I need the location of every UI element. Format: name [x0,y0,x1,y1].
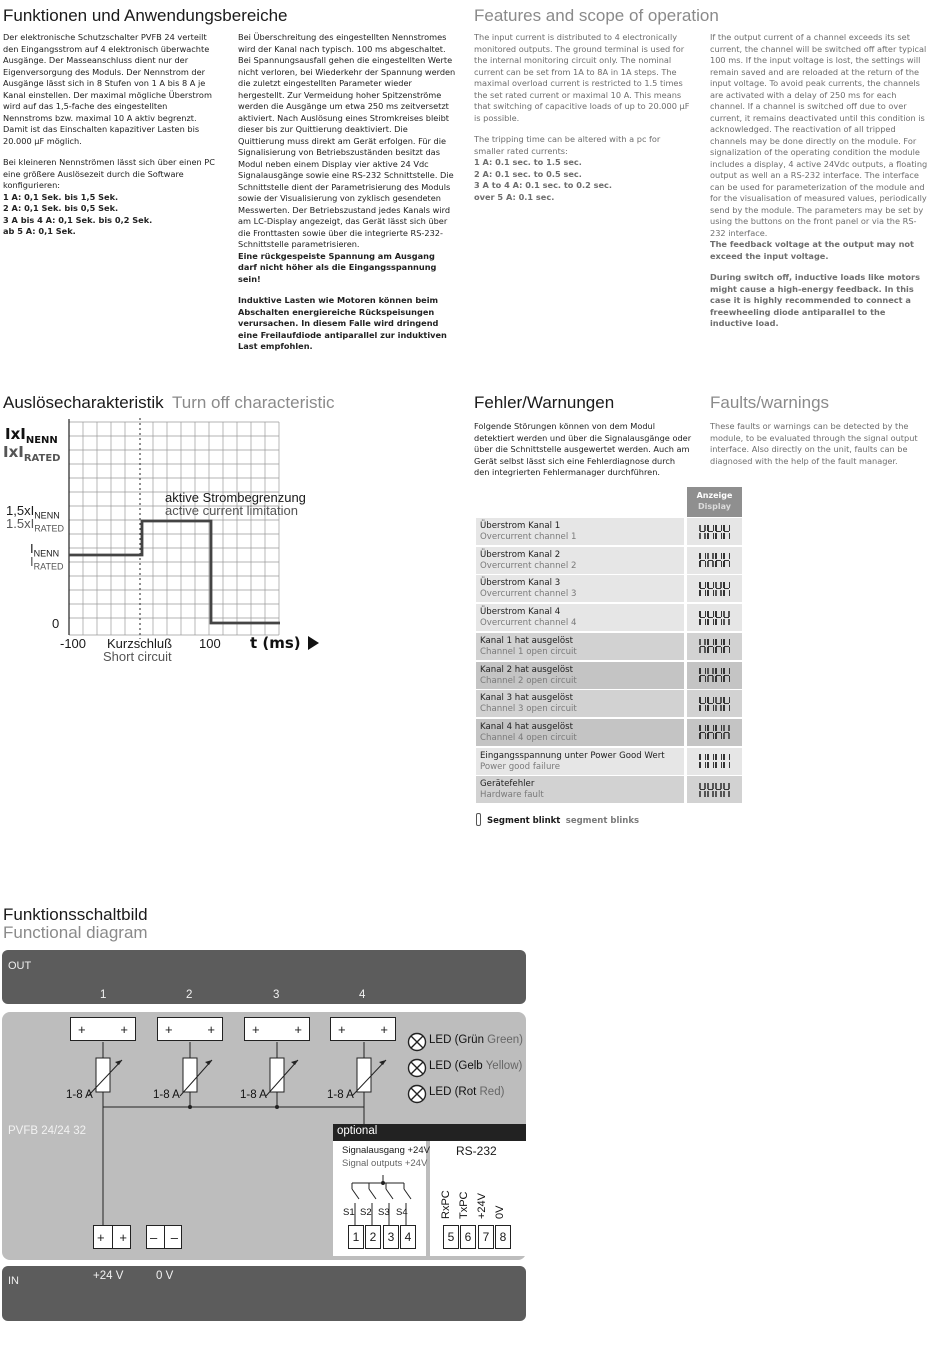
faults-title-de: Fehler/Warnungen [474,393,615,412]
terminal-1: 1 [348,1225,364,1249]
annotation-de: aktive Strombegrenzung [165,490,306,505]
level-high-en: $1.5xI_{RATED}$ [6,516,65,534]
segment-digit [715,638,722,654]
terminal-4: 4 [400,1225,416,1249]
segment-digit [723,696,730,712]
output-terminal: + + [70,1017,136,1041]
segment-digit [699,610,706,626]
faults-title-en: Faults/warnings [710,393,830,412]
col1-list-item: 3 A bis 4 A: 0,1 Sek. bis 0,2 Sek. [3,214,153,225]
fault-label-en: Overcurrent channel 3 [480,589,577,600]
functions-title-de: Funktionen und Anwendungsbereiche [3,6,288,25]
device-model-label: PVFB 24/24 32 [8,1125,86,1137]
col3-paragraph-1: The input current is distributed to 4 electronically monitored outputs. The ground terminal is used for the internal monitoring circuit only. The nominal current can be set from 1A to 8A in 1A steps. The maximal overload current is restricted to 1.5 times the set rated current or maximal 10 A. This means that switching of capacitive loads of up to 20.000 µF is possible. [474,32,690,123]
fault-row [476,633,742,660]
fault-label-en: Hardware fault [480,790,544,801]
col3-list-item: 2 A: 0.1 sec. to 0.5 sec. [474,168,582,179]
fault-description [476,690,684,717]
led-icon [407,1032,427,1052]
fault-label-de: Überstrom Kanal 1 [480,521,561,531]
fault-label-de: Überstrom Kanal 4 [480,607,561,618]
fault-description [476,547,684,574]
segment-digit [723,782,730,798]
segment-digit [699,753,706,769]
segment-digit [699,524,706,540]
fault-description [476,575,684,602]
fuse-label: 1-8 A [327,1089,354,1101]
functions-col3 [474,32,690,203]
fault-label-de: Kanal 4 hat ausgelöst [480,721,574,732]
level-high-de: $1,5xI_{NENN}$ [6,503,60,521]
col4-warning-1: The feedback voltage at the output may not exceed the input voltage. [710,239,914,261]
fault-label-en: Channel 4 open circuit [480,732,577,743]
x-tick-short-de: Kurzschluß [107,636,173,651]
level-zero: 0 [52,616,60,631]
signal-output-de: Signalausgang +24V [342,1145,430,1156]
input-minus-terminal: – – [146,1225,182,1249]
rs232-pin-label: 0V [494,1205,506,1219]
col4-warning-2: During switch off, inductive loads like motors might cause a high-energy feedback. In this case it is highly recommended to connect a freewheeling diode antiparallel to the inductive load. [710,272,920,328]
signal-output-en: Signal outputs +24V [342,1158,428,1169]
fault-description [476,776,684,803]
col3-paragraph-2: The tripping time can be altered with a pc for smaller rated currents: [474,134,661,156]
annotation-en: active current limitation [165,503,298,518]
segment-display-icon [687,547,742,574]
segment-digit [707,610,714,626]
x-tick-pos: 100 [199,636,221,651]
output-terminal: + + [157,1017,223,1041]
col3-list-item: 1 A: 0.1 sec. to 1.5 sec. [474,157,582,167]
output-terminal: + + [244,1017,310,1041]
segment-digit [715,724,722,740]
out-label: OUT [8,960,32,972]
segment-digit [723,667,730,683]
segment-digit [707,638,714,654]
fault-description [476,518,684,545]
segment-digit [707,696,714,712]
segment-digit [715,696,722,712]
segment-digit [723,524,730,540]
segment-display-icon [687,518,742,545]
segment-digit [707,782,714,798]
segment-digit [715,667,722,683]
segment-digit [699,724,706,740]
legend-de: Segment blinkt [487,816,561,826]
fault-row [476,575,742,602]
segment-digit [699,782,706,798]
switch-label: S2 [360,1207,372,1218]
x-tick-short-en: Short circuit [103,649,172,664]
segment-display-icon [687,748,742,775]
fault-description [476,719,684,746]
fault-description [476,662,684,689]
fault-label-de: Überstrom Kanal 3 [480,578,561,589]
channel-number: 1 [100,989,107,1001]
segment-legend [476,813,736,826]
segment-display-icon [687,690,742,717]
channel-number: 2 [186,989,193,1001]
rs232-pin-label: +24V [476,1193,488,1219]
segment-digit [707,552,714,568]
fault-label-en: Channel 2 open circuit [480,675,577,686]
characteristic-title-en: Turn off characteristic [172,393,335,412]
fault-label-de: Überstrom Kanal 2 [480,549,561,560]
fault-label-de: Kanal 3 hat ausgelöst [480,693,574,704]
col3-list-item: 3 A to 4 A: 0.1 sec. to 0.2 sec. [474,180,613,190]
col1-list-item: ab 5 A: 0,1 Sek. [3,226,76,236]
fault-row [476,748,742,775]
col2-warning-2: Induktive Lasten wie Motoren können beim Abschalten energiereiche Rückspeisungen verursachen. In diesem Falle wird dringend eine Freilaufdiode antiparallel zur induktiven Last empfohlen. [238,295,447,351]
segment-digit [723,581,730,597]
fault-label-en: Overcurrent channel 1 [480,532,577,542]
channel-number: 4 [359,989,366,1001]
segment-digit [723,724,730,740]
segment-digit [707,724,714,740]
fault-label-de: Kanal 2 hat ausgelöst [480,664,574,675]
segment-digit [715,524,722,540]
segment-digit [707,753,714,769]
led-green-label: LED (Grün Green) [429,1034,523,1046]
x-tick-neg: -100 [60,636,87,651]
segment-display-icon [687,604,742,631]
display-header-en: Display [698,502,731,511]
col2-warning-1: Eine rückgespeiste Spannung am Ausgang darf nicht höher als die Eingangsspannung sein! [238,250,437,284]
segment-digit [715,782,722,798]
legend-en: segment blinks [565,816,640,826]
col1-paragraph-1: Der elektronische Schutzschalter PVFB 24 verteilt den Eingangsstrom auf 4 elektronisch überwachte Ausgänge. Der Masseanschluss dient nur der Eigenversorgung des Moduls. Der Nennstrom der Ausgänge lässt sich in 8 Stufen von 1 A bis 8 A je Kanal einstellen. Der maximal mögliche Überstrom wird auf das 1,5-fache des eingestellten Nennstroms bzw. maximal 10 A aktiv begrenzt. Damit ist das Einschalten kapazitiver Lasten bis 20.000 µF möglich. [3,32,212,146]
segment-digit [707,524,714,540]
terminal-2: 2 [365,1225,381,1249]
col1-list-item: 2 A: 0,1 Sek. bis 0,5 Sek. [3,203,119,213]
fault-label-en: Overcurrent channel 4 [480,618,577,629]
led-red-label: LED (Rot Red) [429,1086,505,1098]
y-label-rated-de: IxI$_{NENN}$ [5,425,58,446]
rs232-label: RS-232 [456,1144,497,1158]
functions-col4 [710,32,930,340]
faults-text-en: These faults or warnings can be detected by the module, to be evaluated through the signal output interface. Also directly on the unit, faults can be diagnosed with the help of the fault manager. [710,421,918,466]
x-axis-label: t (ms) [250,634,319,652]
level-nominal-en: $I_{RATED}$ [30,554,64,572]
channel-number: 3 [273,989,280,1001]
fuse-label: 1-8 A [153,1089,180,1101]
segment-digit [715,552,722,568]
functions-title-en: Features and scope of operation [474,6,719,25]
level-nominal-de: $I_{NENN}$ [30,541,60,559]
col4-paragraph-1: If the output current of a channel exceeds its set current, the channel will be switched off after typical 100 ms. If the input voltage is lost, the settings will remain saved and are reloaded at the return of the input voltage. To avoid peak currents, the channels are activated with a delay of 250 ms for each channel. If a channel is switched off due to over current, it remains deactivated until this condition is acknowledged. The reactivation of all tripped channels may be done directly on the module. For signalization of the operating condition the module includes a display, 4 active 24Vdc outputs, a floating output as well an a RS-232 interface. The interface can be used for parameterization of the module and for the visualisation of measured values, periodically send by the module. The parameters may be set by using the buttons on the front panel or via the RS-232 interface. [710,32,928,238]
fault-label-de: Kanal 1 hat ausgelöst [480,635,574,646]
segment-digit [715,610,722,626]
functions-col2 [238,32,456,363]
segment-digit [699,581,706,597]
segment-digit [707,667,714,683]
terminal-7: 7 [478,1225,494,1249]
fault-description [476,748,684,775]
led-icon [407,1058,427,1078]
switch-label: S1 [343,1207,355,1218]
functions-col1 [3,32,215,238]
diagram-title-en: Functional diagram [3,923,148,942]
segment-digit [723,552,730,568]
segment-display-icon [687,719,742,746]
output-terminal: + + [330,1017,396,1041]
terminal-8: 8 [495,1225,511,1249]
col1-paragraph-2: Bei kleineren Nennströmen lässt sich über einen PC eine größere Auslösezeit durch die Software konfigurieren: [3,157,215,190]
col1-list-item: 1 A: 0,1 Sek. bis 1,5 Sek. [3,191,119,202]
segment-digit [707,581,714,597]
terminal-3: 3 [383,1225,399,1249]
segment-digit [723,753,730,769]
led-green-indicator [407,1032,427,1056]
characteristic-title-de: Auslösecharakteristik [3,393,164,412]
segment-display-icon [687,776,742,803]
switch-label: S4 [396,1207,408,1218]
segment-digit [699,696,706,712]
col2-paragraph-1: Bei Überschreitung des eingestellten Nennstromes wird der Kanal nach typisch. 100 ms abgeschaltet. Bei Spannungsausfall gehen die eingestellten Werte nicht verloren, bei Wiederkehr der Spannung werden die zuletzt eingestellten Parameter wieder hergestellt. Zur Vermeidung hoher Spitzenströme werden die Ausgänge um etwa 250 ms zeitversetzt aktiviert. Nach Auslösung eines Stromkreises bleibt dieser bis zur Quittierung deaktiviert. Die Quittierung muss direkt am Gerät erfolgen. Für die Signalisierung von Betriebszuständen besitzt das Modul neben einem Display vier aktive 24 Vdc Signalausgänge sowie eine RS-232 Schnittstelle. Die Schnittstelle dient der Parametrisierung des Moduls sowie der Visualisierung von zyklisch gesendeten Messwerten. Der Betriebszustand jedes Kanals wird am LC-Display angezeigt, das Gerät lässt sich über die Fronttasten sowie über die integrierte RS-232-Schnittstelle parametrisieren. [238,32,456,249]
arrow-right-icon [308,636,319,650]
display-column-header [687,487,742,517]
fault-description [476,633,684,660]
segment-digit [699,638,706,654]
fault-label-en: Power good failure [480,761,561,772]
segment-digit [715,753,722,769]
rs232-pin-label: RxPC [440,1190,452,1219]
input-plus-terminal: + + [93,1225,131,1249]
out-bar [2,950,526,1004]
input-minus-label: 0 V [156,1270,174,1282]
segment-digit [699,552,706,568]
segment-digit [723,610,730,626]
switch-label: S3 [378,1207,390,1218]
fault-label-en: Channel 1 open circuit [480,646,577,657]
in-label: IN [8,1275,19,1287]
y-label-rated-en: IxI$_{RATED}$ [3,443,61,464]
faults-text-de: Folgende Störungen können von dem Modul detektiert werden und über die Signalausgänge oder über die Schnittstelle ausgewertet werden. Auch am Gerät selbst lässt sich eine Fehlerdiagnose durch den integrierten Fehlermanager durchführen. [474,421,692,477]
rs232-pin-label: TxPC [458,1191,470,1219]
input-plus-label: +24 V [93,1270,124,1282]
segment-display-icon [687,575,742,602]
segment-digit [699,667,706,683]
display-header-de: Anzeige [696,491,733,500]
in-bar [2,1266,526,1321]
terminal-6: 6 [460,1225,476,1249]
chart-grid [69,422,279,635]
fault-row [476,719,742,746]
diagram-title-de: Funktionsschaltbild [3,905,148,924]
fault-row [476,776,742,803]
segment-display-icon [687,633,742,660]
fuse-label: 1-8 A [66,1089,93,1101]
segment-digit [723,638,730,654]
led-yellow-label: LED (Gelb Yellow) [429,1060,523,1072]
col3-list-item: over 5 A: 0.1 sec. [474,191,555,202]
segment-digit [715,581,722,597]
fault-row [476,690,742,717]
fault-label-en: Channel 3 open circuit [480,704,577,715]
fault-description [476,604,684,631]
fault-row [476,604,742,631]
fault-row [476,518,742,545]
fault-table [476,487,742,807]
terminal-5: 5 [443,1225,459,1249]
optional-header: optional [333,1124,526,1141]
fault-label-de: Gerätefehler [480,779,535,790]
led-yellow-indicator [407,1058,427,1082]
blink-segment-icon [476,813,481,826]
fuse-label: 1-8 A [240,1089,267,1101]
segment-display-icon [687,662,742,689]
fault-row [476,662,742,689]
fault-label-de: Eingangsspannung unter Power Good Wert [480,750,665,761]
fault-label-en: Overcurrent channel 2 [480,560,577,571]
trip-curve [69,521,280,623]
led-icon [407,1084,427,1104]
led-red-indicator [407,1084,427,1108]
fault-row [476,547,742,574]
